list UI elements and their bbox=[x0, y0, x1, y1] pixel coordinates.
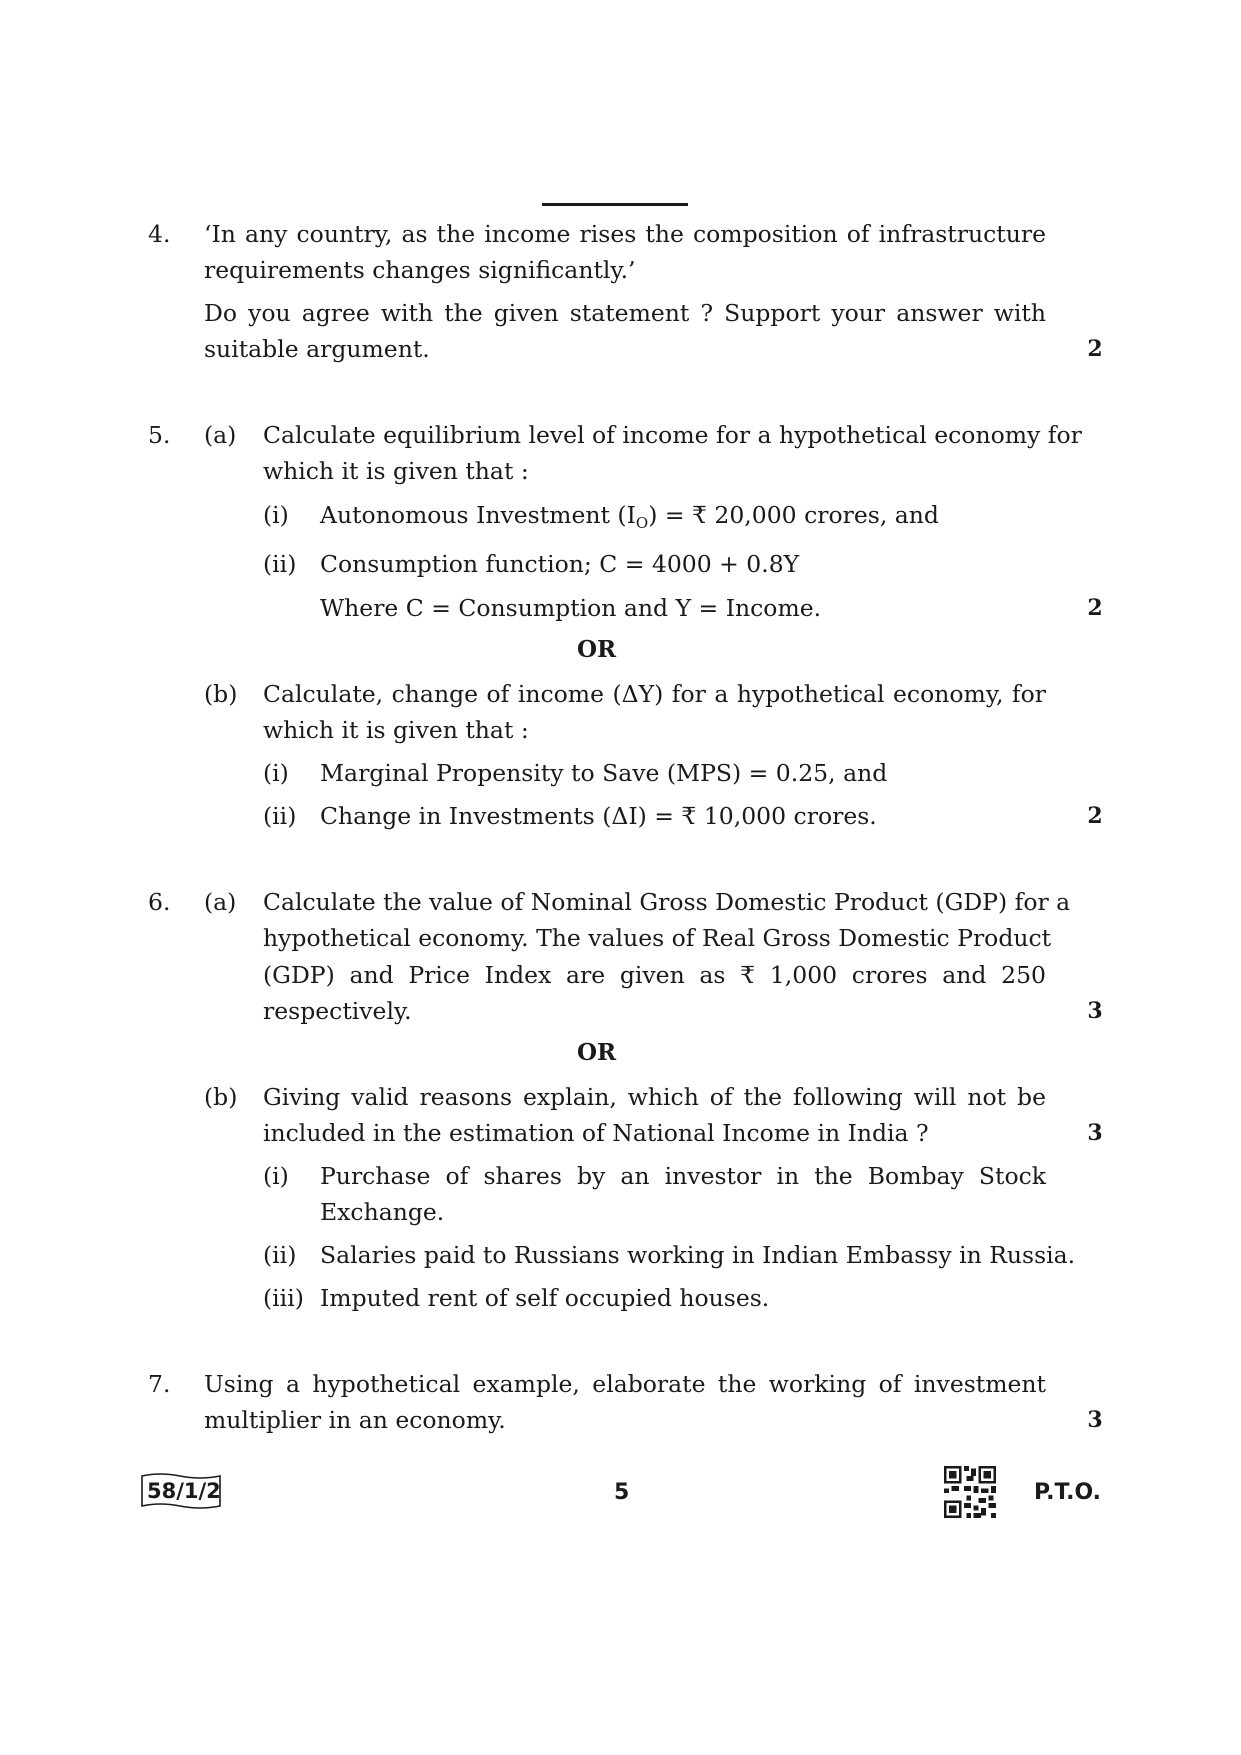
q5a-i-subscript: O bbox=[635, 514, 649, 532]
top-rule bbox=[542, 203, 688, 206]
q5a-line-2: which it is given that : bbox=[263, 457, 529, 485]
q7-line-2: multiplier in an economy. bbox=[204, 1406, 506, 1434]
q6b-iii-label: (iii) bbox=[263, 1284, 304, 1312]
q7-line-1: Using a hypothetical example, elaborate the working of investment bbox=[204, 1370, 1046, 1398]
q6a-line-3: (GDP) and Price Index are given as ₹ 1,000 crores and 250 bbox=[263, 961, 1046, 989]
q5b-marks: 2 bbox=[1087, 803, 1103, 829]
q5-or-separator: OR bbox=[577, 636, 617, 663]
q6-or-separator: OR bbox=[577, 1039, 617, 1066]
paper-code: 58/1/2 bbox=[147, 1479, 221, 1503]
q5a-ii-text: Consumption function; C = 4000 + 0.8Y bbox=[320, 550, 800, 578]
q4-line-3: Do you agree with the given statement ? Support your answer with bbox=[204, 299, 1046, 327]
q6b-ii-label: (ii) bbox=[263, 1241, 297, 1269]
q6a-line-4: respectively. bbox=[263, 997, 412, 1025]
q5a-i-label: (i) bbox=[263, 501, 289, 529]
q4-number: 4. bbox=[148, 220, 171, 248]
q6b-marks: 3 bbox=[1087, 1120, 1103, 1146]
q5b-ii-text: Change in Investments (ΔI) = ₹ 10,000 crores. bbox=[320, 802, 877, 830]
q6b-i-line-2: Exchange. bbox=[320, 1198, 445, 1226]
q5-number: 5. bbox=[148, 421, 171, 449]
q4-line-2: requirements changes significantly.’ bbox=[204, 256, 636, 284]
q7-number: 7. bbox=[148, 1370, 171, 1398]
q5a-label: (a) bbox=[204, 421, 237, 449]
q6b-iii-text: Imputed rent of self occupied houses. bbox=[320, 1284, 770, 1312]
q6a-label: (a) bbox=[204, 888, 237, 916]
page-number: 5 bbox=[614, 1480, 630, 1505]
q6b-label: (b) bbox=[204, 1083, 238, 1111]
q5a-i-text-pre: Autonomous Investment (I bbox=[320, 501, 636, 529]
q6a-line-2: hypothetical economy. The values of Real Gross Domestic Product bbox=[263, 924, 1052, 952]
q5b-ii-label: (ii) bbox=[263, 802, 297, 830]
q5a-i-text-post: ) = ₹ 20,000 crores, and bbox=[648, 501, 939, 529]
qr-code-icon bbox=[944, 1466, 996, 1518]
q4-marks: 2 bbox=[1087, 336, 1103, 362]
q6b-line-2: included in the estimation of National Income in India ? bbox=[263, 1119, 929, 1147]
q5b-i-text: Marginal Propensity to Save (MPS) = 0.25, and bbox=[320, 759, 888, 787]
q7-marks: 3 bbox=[1087, 1407, 1103, 1433]
q5b-line-1: Calculate, change of income (ΔY) for a hypothetical economy, for bbox=[263, 680, 1046, 708]
q6b-i-line-1: Purchase of shares by an investor in the Bombay Stock bbox=[320, 1162, 1046, 1190]
q6b-line-1: Giving valid reasons explain, which of the following will not be bbox=[263, 1083, 1046, 1111]
q5b-label: (b) bbox=[204, 680, 238, 708]
q6-number: 6. bbox=[148, 888, 171, 916]
q5a-ii-line-2: Where C = Consumption and Y = Income. bbox=[320, 594, 822, 622]
q5a-marks: 2 bbox=[1087, 595, 1103, 621]
q5a-line-1: Calculate equilibrium level of income for a hypothetical economy for bbox=[263, 421, 1082, 449]
q4-line-4: suitable argument. bbox=[204, 335, 430, 363]
q4-line-1: ‘In any country, as the income rises the composition of infrastructure bbox=[204, 220, 1046, 248]
please-turn-over: P.T.O. bbox=[1034, 1480, 1102, 1505]
q5a-ii-label: (ii) bbox=[263, 550, 297, 578]
q6b-ii-text: Salaries paid to Russians working in Indian Embassy in Russia. bbox=[320, 1241, 1076, 1269]
q5b-line-2: which it is given that : bbox=[263, 716, 529, 744]
q6a-marks: 3 bbox=[1087, 998, 1103, 1024]
q6b-i-label: (i) bbox=[263, 1162, 289, 1190]
q6a-line-1: Calculate the value of Nominal Gross Domestic Product (GDP) for a bbox=[263, 888, 1071, 916]
q5b-i-label: (i) bbox=[263, 759, 289, 787]
q5a-i-text bbox=[320, 497, 939, 541]
